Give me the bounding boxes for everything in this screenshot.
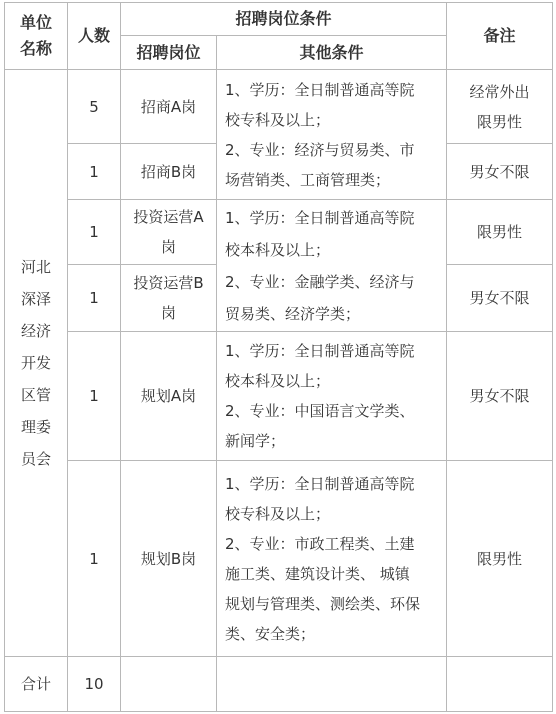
condition-line: 1、学历：全日制普通高等院 bbox=[225, 474, 415, 493]
unit-name-line: 员会 bbox=[20, 450, 51, 468]
position-line: 投资运营A bbox=[133, 208, 204, 226]
row-position bbox=[121, 70, 216, 143]
row-count: 1 bbox=[89, 289, 99, 307]
unit-name-line: 区管 bbox=[20, 386, 51, 404]
row-remark bbox=[447, 144, 552, 199]
condition-line: 校本科及以上； bbox=[225, 240, 331, 259]
header-unit-name bbox=[5, 3, 67, 69]
condition-line: 贸易类、经济学类； bbox=[225, 304, 361, 323]
remark-line: 限男性 bbox=[476, 112, 522, 131]
header-other-conditions: 其他条件 bbox=[299, 42, 364, 62]
position-line: 规划A岗 bbox=[140, 387, 197, 405]
remark-line: 男女不限 bbox=[469, 289, 530, 307]
header-count: 人数 bbox=[77, 26, 110, 45]
condition-line: 校专科及以上； bbox=[225, 504, 331, 523]
conditions-cell bbox=[217, 200, 446, 331]
header-position: 招聘岗位 bbox=[136, 42, 201, 62]
conditions-cell bbox=[217, 332, 446, 460]
condition-line: 2、专业：市政工程类、土建 bbox=[225, 534, 415, 553]
header-unit-name-line: 单位 bbox=[19, 13, 52, 32]
position-line: 招商A岗 bbox=[140, 97, 197, 116]
row-position bbox=[121, 200, 216, 264]
row-count: 1 bbox=[89, 162, 99, 181]
row-remark bbox=[447, 200, 552, 264]
condition-line: 校专科及以上； bbox=[225, 110, 331, 129]
header-conditions: 招聘岗位条件 bbox=[235, 9, 332, 28]
header-unit-name-line: 名称 bbox=[19, 39, 52, 58]
row-position bbox=[121, 461, 216, 656]
condition-line: 1、学历：全日制普通高等院 bbox=[225, 342, 415, 360]
condition-line: 场营销类、工商管理类； bbox=[225, 170, 391, 189]
position-line: 规划B岗 bbox=[140, 549, 197, 568]
row-remark bbox=[447, 265, 552, 331]
condition-line: 1、学历：全日制普通高等院 bbox=[225, 80, 415, 99]
condition-line: 1、学历：全日制普通高等院 bbox=[225, 208, 415, 227]
remark-line: 男女不限 bbox=[469, 387, 530, 405]
row-count: 1 bbox=[89, 223, 99, 241]
condition-line: 规划与管理类、测绘类、环保 bbox=[225, 594, 421, 613]
unit-name-line: 理委 bbox=[20, 418, 51, 436]
unit-name-line: 开发 bbox=[20, 354, 51, 372]
total-label: 合计 bbox=[20, 675, 51, 693]
position-line: 岗 bbox=[160, 238, 176, 256]
row-count: 1 bbox=[89, 387, 99, 405]
position-line: 岗 bbox=[160, 304, 176, 322]
total-count: 10 bbox=[84, 675, 104, 693]
condition-line: 新闻学； bbox=[225, 432, 286, 450]
position-line: 投资运营B bbox=[133, 274, 204, 292]
unit-name-cell bbox=[5, 70, 67, 656]
conditions-cell bbox=[217, 70, 446, 199]
condition-line: 施工类、建筑设计类、 城镇 bbox=[225, 564, 410, 583]
row-count: 5 bbox=[89, 97, 99, 116]
unit-name-line: 深泽 bbox=[20, 290, 51, 308]
row-count: 1 bbox=[89, 549, 99, 568]
condition-line: 校本科及以上； bbox=[225, 372, 331, 390]
condition-line: 类、安全类； bbox=[225, 624, 316, 643]
row-remark bbox=[447, 332, 552, 460]
remark-line: 男女不限 bbox=[469, 162, 530, 181]
row-position bbox=[121, 144, 216, 199]
unit-name-line: 经济 bbox=[20, 322, 51, 340]
row-position bbox=[121, 332, 216, 460]
condition-line: 2、专业：金融学类、经济与 bbox=[225, 272, 415, 291]
row-remark bbox=[447, 461, 552, 656]
remark-line: 限男性 bbox=[476, 223, 522, 241]
row-position bbox=[121, 265, 216, 331]
conditions-cell bbox=[217, 461, 446, 656]
header-remark: 备注 bbox=[483, 26, 516, 45]
condition-line: 2、专业：经济与贸易类、市 bbox=[225, 140, 415, 159]
position-line: 招商B岗 bbox=[140, 162, 197, 181]
remark-line: 限男性 bbox=[476, 549, 522, 568]
condition-line: 2、专业：中国语言文学类、 bbox=[225, 402, 415, 420]
row-remark bbox=[447, 70, 552, 143]
remark-line: 经常外出 bbox=[469, 82, 530, 101]
unit-name-line: 河北 bbox=[20, 258, 51, 276]
